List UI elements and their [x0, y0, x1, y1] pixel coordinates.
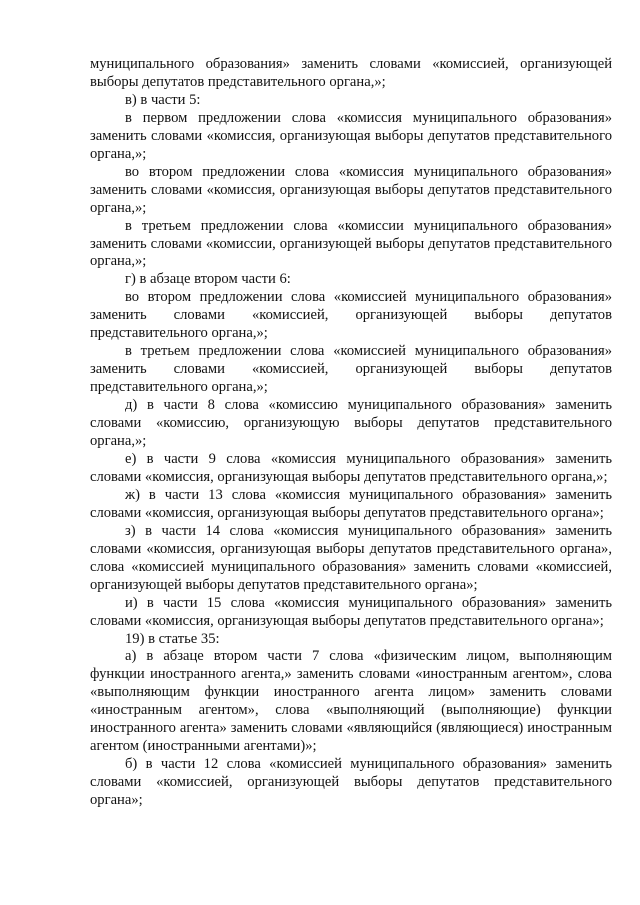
paragraph: во втором предложении слова «комиссия муниципального образования» заменить словами «комиссия, организующая выборы депутатов представительного органа,»;	[90, 163, 612, 216]
paragraph: во втором предложении слова «комиссией муниципального образования» заменить словами «комиссией, организующей выборы депутатов представительного органа,»;	[90, 289, 612, 342]
paragraph: з) в части 14 слова «комиссия муниципального образования» заменить словами «комиссия, организующая выборы депутатов представительного органа», слова «комиссией муниципального образования» заменить словами «комиссией, организующей выборы депутатов представительного органа»;	[90, 522, 612, 593]
paragraph: в) в части 5:	[125, 91, 201, 108]
paragraph: муниципального образования» заменить словами «комиссией, организующей выборы депутатов представительного органа,»;	[90, 56, 612, 90]
paragraph: е) в части 9 слова «комиссия муниципального образования» заменить словами «комиссия, организующая выборы депутатов представительного органа,»;	[90, 450, 612, 485]
paragraph: 19) в статье 35:	[125, 630, 220, 647]
paragraph: а) в абзаце втором части 7 слова «физическим лицом, выполняющим функции иностранного агента,» заменить словами «иностранным агентом», слова «выполняющим функции иностранного агента лицом» заменить словами «иностранным агентом», слова «выполняющий (выполняющие) функции иностранного агента» заменить словами «являющийся (являющиеся) иностранным агентом (иностранными агентами)»;	[90, 648, 612, 755]
paragraph: в третьем предложении слова «комиссией муниципального образования» заменить словами «комиссией, организующей выборы депутатов представительного органа,»;	[90, 343, 612, 396]
paragraph: г) в абзаце втором части 6:	[125, 271, 291, 288]
paragraph: и) в части 15 слова «комиссия муниципального образования» заменить словами «комиссия, организующая выборы депутатов представительного органа»;	[90, 594, 612, 629]
document-page	[90, 56, 612, 810]
paragraph: в первом предложении слова «комиссия муниципального образования» заменить словами «комиссия, организующая выборы депутатов представительного органа,»;	[90, 109, 612, 162]
paragraph: б) в части 12 слова «комиссией муниципального образования» заменить словами «комиссией, организующей выборы депутатов представительного органа»;	[90, 756, 612, 809]
paragraph: в третьем предложении слова «комиссии муниципального образования» заменить словами «комиссии, организующей выборы депутатов представительного органа,»;	[90, 217, 612, 270]
paragraph: ж) в части 13 слова «комиссия муниципального образования» заменить словами «комиссия, организующая выборы депутатов представительного органа»;	[90, 486, 612, 521]
paragraph: д) в части 8 слова «комиссию муниципального образования» заменить словами «комиссию, организующую выборы депутатов представительного органа,»;	[90, 397, 612, 450]
